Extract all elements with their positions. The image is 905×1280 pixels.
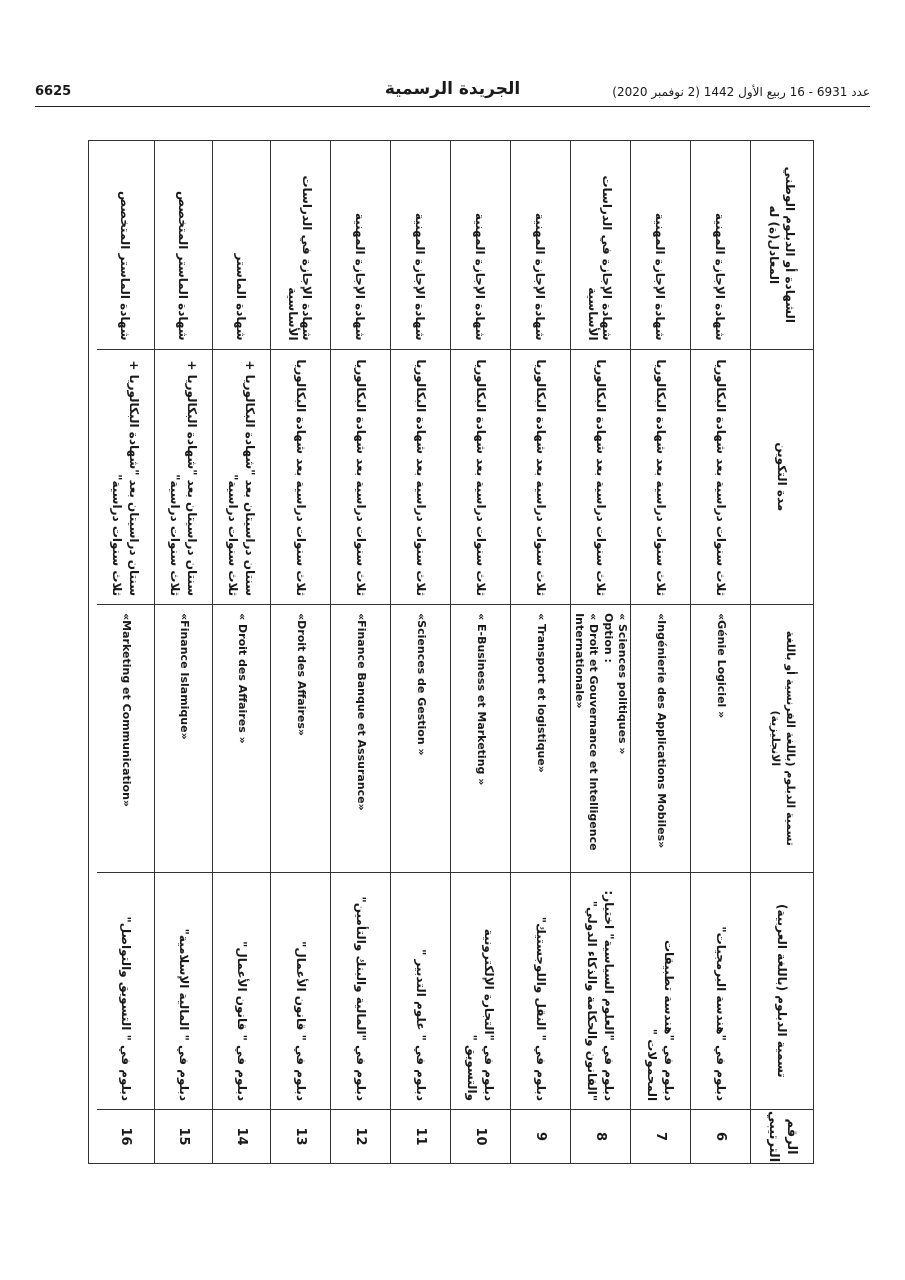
table-row — [271, 141, 331, 1163]
cell-name-ar: دبلوم في "هندسة تطبيقات المحمولات " — [631, 872, 690, 1110]
cell-duration: ثلاث سنوات دراسية بعد شهادة البكالوريا — [391, 349, 450, 604]
cell-duration: سنتان دراسيتان بعد "شهادة البكالوريا + ثلاث سنوات دراسية" — [155, 349, 212, 604]
name-fr-lines — [234, 613, 248, 744]
cell-name-ar: دبلوم في " قانون الأعمال" — [271, 872, 330, 1110]
cell-name-fr — [331, 604, 390, 871]
cell-number: 8 — [571, 1109, 630, 1163]
issue-info: عدد 6931 - 16 ربيع الأول 1442 (2 نوفمبر 2020) — [612, 85, 870, 99]
table-row — [511, 141, 571, 1163]
name-fr-line: « Droit et Gouvernance et Intelligence Internationale» — [573, 613, 601, 851]
page-number: 6625 — [35, 84, 72, 99]
cell-name-fr — [97, 604, 154, 871]
cell-name-fr — [691, 604, 750, 871]
cell-name-ar: دبلوم في "العلوم السياسية" اختيار: "القانون والحكامة والذكاء الدولي" — [571, 872, 630, 1110]
table-row — [571, 141, 631, 1163]
name-fr-lines — [176, 613, 190, 740]
cell-duration: ثلاث سنوات دراسية بعد شهادة البكالوريا — [631, 349, 690, 604]
cell-name-fr — [631, 604, 690, 871]
cell-certificate: شهادة الماستر — [234, 253, 249, 341]
cell-name-ar: دبلوم في " قانون الأعمال" — [213, 872, 270, 1110]
cell-name-fr — [155, 604, 212, 871]
cell-name-fr — [271, 604, 330, 871]
name-fr-line: «Génie Logiciel » — [714, 613, 728, 719]
cell-certificate: شهادة الماستر المتخصص — [176, 191, 191, 341]
table-row — [213, 141, 271, 1163]
cell-certificate: شهادة الإجازة المهنية — [473, 212, 488, 341]
cell-duration: ثلاث سنوات دراسية بعد شهادة البكالوريا — [331, 349, 390, 604]
header-certificate: الشهادة أو الدبلوم الوطني المعادل(ة) له — [767, 166, 798, 323]
name-fr-lines — [713, 613, 727, 718]
cell-duration: ثلاث سنوات دراسية بعد شهادة البكالوريا — [511, 349, 570, 604]
cell-number: 11 — [391, 1109, 450, 1163]
cell-duration: ثلاث سنوات دراسية بعد شهادة البكالوريا — [451, 349, 510, 604]
name-fr-line: «Droit des Affaires» — [294, 613, 308, 737]
gazette-title: الجريدة الرسمية — [384, 79, 521, 99]
header-name-ar: تسمية الدبلوم (باللغة العربية) — [751, 872, 813, 1110]
table-wrapper — [88, 140, 814, 1164]
name-fr-lines — [353, 613, 367, 811]
cell-name-fr — [213, 604, 270, 871]
cell-certificate: شهادة الإجازة في الدراسات الأساسية — [586, 175, 615, 341]
cell-name-ar: دبلوم في "التجارة الإلكترونية والتسويق " — [451, 872, 510, 1110]
cell-name-ar: دبلوم في "هندسة البرمجيات" — [691, 872, 750, 1110]
table-row — [451, 141, 511, 1163]
name-fr-line: Option : — [601, 613, 615, 663]
table-row — [691, 141, 751, 1163]
name-fr-lines — [293, 613, 307, 736]
diploma-table — [88, 140, 814, 1164]
page-header — [35, 78, 870, 102]
name-fr-lines — [653, 613, 667, 848]
name-fr-line: «Marketing et Communication» — [119, 613, 133, 808]
cell-certificate: شهادة الإجازة المهنية — [413, 212, 428, 341]
cell-certificate: شهادة الإجازة المهنية — [713, 212, 728, 341]
cell-number: 14 — [213, 1109, 270, 1163]
table-row — [97, 141, 155, 1163]
name-fr-line: « Sciences politiques » — [616, 613, 630, 755]
name-fr-line: «Ingénierie des Applications Mobiles» — [654, 613, 668, 849]
table-header-row — [751, 141, 813, 1163]
name-fr-line: «Finance Islamique» — [177, 613, 191, 740]
name-fr-lines — [533, 613, 547, 773]
table-row — [391, 141, 451, 1163]
cell-duration: سنتان دراسيتان بعد "شهادة البكالوريا + ثلاث سنوات دراسية" — [213, 349, 270, 604]
cell-name-ar: دبلوم في " علوم التدبير " — [391, 872, 450, 1110]
cell-name-ar: دبلوم في " المالية الإسلامية" — [155, 872, 212, 1110]
cell-name-fr — [511, 604, 570, 871]
cell-name-ar: دبلوم في " التسويق والتواصل" — [97, 872, 154, 1110]
name-fr-line: « E-Business et Marketing » — [474, 613, 488, 786]
name-fr-lines — [118, 613, 132, 807]
header-number: الرقم الترتيبي — [751, 1109, 813, 1163]
cell-name-fr — [571, 604, 630, 871]
cell-number: 9 — [511, 1109, 570, 1163]
name-fr-line: « Transport et logistique» — [534, 613, 548, 773]
header-divider — [35, 106, 870, 107]
cell-number: 16 — [97, 1109, 154, 1163]
name-fr-lines — [473, 613, 487, 785]
cell-number: 13 — [271, 1109, 330, 1163]
table-row — [631, 141, 691, 1163]
cell-number: 15 — [155, 1109, 212, 1163]
cell-number: 10 — [451, 1109, 510, 1163]
header-duration: مدة التكوين — [751, 349, 813, 604]
cell-duration: ثلاث سنوات دراسية بعد شهادة البكالوريا — [571, 349, 630, 604]
cell-number: 7 — [631, 1109, 690, 1163]
table-row — [155, 141, 213, 1163]
cell-duration: ثلاث سنوات دراسية بعد شهادة البكالوريا — [271, 349, 330, 604]
table-row — [331, 141, 391, 1163]
cell-certificate: شهادة الإجازة المهنية — [653, 212, 668, 341]
cell-certificate: شهادة الإجازة المهنية — [533, 212, 548, 341]
cell-number: 12 — [331, 1109, 390, 1163]
name-fr-line: «Sciences de Gestion » — [414, 613, 428, 756]
header-name-fr: تسمية الدبلوم (باللغة الفرنسية أو باللغة الانجليزية) — [751, 604, 813, 871]
name-fr-line: «Finance Banque et Assurance» — [354, 613, 368, 811]
cell-name-ar: دبلوم في " النقل واللوجستيك" — [511, 872, 570, 1110]
cell-certificate: شهادة الإجازة في الدراسات الأساسية — [286, 175, 315, 341]
name-fr-lines — [572, 613, 629, 863]
cell-certificate: شهادة الماستر المتخصص — [118, 191, 133, 341]
cell-duration: سنتان دراسيتان بعد "شهادة البكالوريا + ثلاث سنوات دراسية" — [97, 349, 154, 604]
name-fr-lines — [413, 613, 427, 756]
cell-name-fr — [391, 604, 450, 871]
cell-duration: ثلاث سنوات دراسية بعد شهادة البكالوريا — [691, 349, 750, 604]
cell-name-ar: دبلوم في "المالية والبنك والتأمين" — [331, 872, 390, 1110]
cell-number: 6 — [691, 1109, 750, 1163]
cell-name-fr — [451, 604, 510, 871]
cell-certificate: شهادة الإجازة المهنية — [353, 212, 368, 341]
name-fr-line: « Droit des Affaires » — [235, 613, 249, 744]
